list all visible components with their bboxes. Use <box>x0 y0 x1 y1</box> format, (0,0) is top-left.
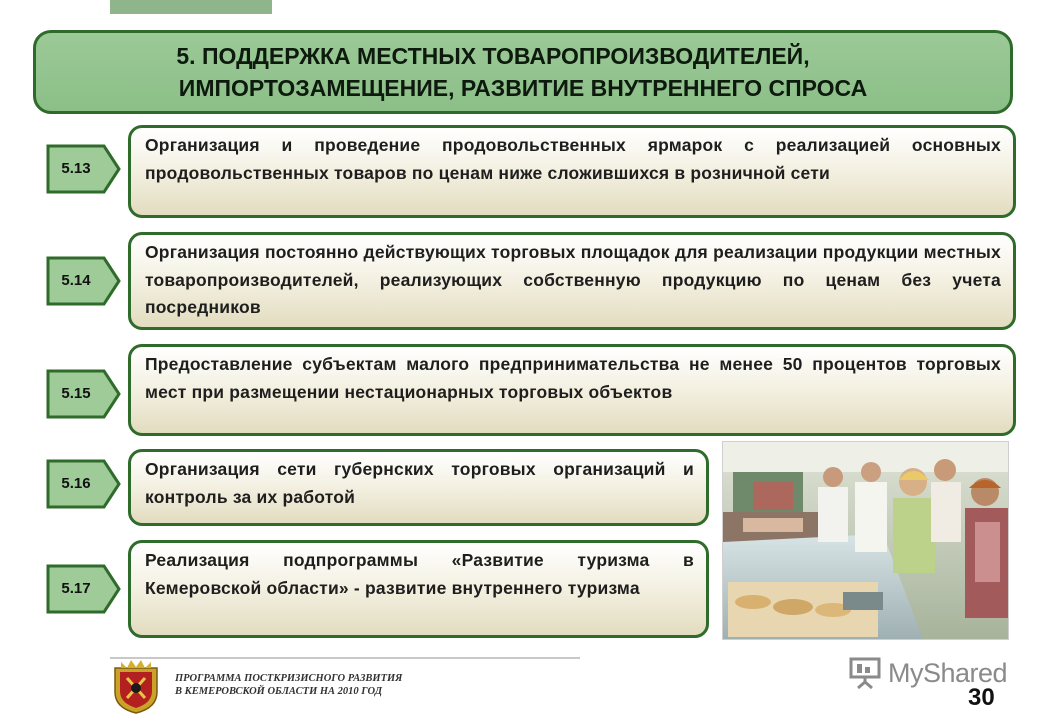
item-number-badge <box>46 459 121 509</box>
item-number-badge <box>46 256 121 306</box>
item-number: 5.13 <box>61 160 91 177</box>
coat-of-arms-icon <box>107 658 165 714</box>
title-line-2: ИМПОРТОЗАМЕЩЕНИЕ, РАЗВИТИЕ ВНУТРЕННЕГО СПРОСА <box>178 75 868 101</box>
item-text: Организация постоянно действующих торговых площадок для реализации продукции местных товаропроизводителей, реализующих собственную продукцию по ценам без учета посредников <box>145 242 1001 317</box>
item-text: Предоставление субъектам малого предпринимательства не менее 50 процентов торговых мест при размещении нестационарных торговых объектов <box>145 354 1001 402</box>
item-number: 5.14 <box>61 272 91 289</box>
title-line-1: 5. ПОДДЕРЖКА МЕСТНЫХ ТОВАРОПРОИЗВОДИТЕЛЕЙ, <box>176 43 810 69</box>
program-caption-line-1: ПРОГРАММА ПОСТКРИЗИСНОГО РАЗВИТИЯ <box>175 673 403 684</box>
item-text: Организация сети губернских торговых организаций и контроль за их работой <box>145 459 694 507</box>
presentation-icon <box>848 656 882 690</box>
item-number: 5.16 <box>61 475 91 492</box>
list-item <box>128 540 709 638</box>
item-number: 5.15 <box>61 385 91 402</box>
top-tab-decoration <box>110 0 272 14</box>
program-caption <box>175 672 402 698</box>
market-photo <box>722 441 1009 640</box>
list-item <box>128 449 709 526</box>
footer-divider <box>110 657 580 659</box>
item-text: Реализация подпрограммы «Развитие туризма в Кемеровской области» - развитие внутреннего туризма <box>145 550 694 598</box>
list-item <box>128 344 1016 436</box>
list-item <box>128 125 1016 218</box>
item-number-badge <box>46 564 121 614</box>
slide-title <box>33 30 1013 114</box>
item-number-badge <box>46 144 121 194</box>
list-item <box>128 232 1016 330</box>
item-number: 5.17 <box>61 580 91 597</box>
program-caption-line-2: В КЕМЕРОВСКОЙ ОБЛАСТИ НА 2010 ГОД <box>175 686 382 697</box>
brand-name: MyShared <box>888 657 1008 688</box>
item-number-badge <box>46 369 121 419</box>
item-text: Организация и проведение продовольственных ярмарок с реализацией основных продовольственных товаров по ценам ниже сложившихся в розничной сети <box>145 135 1001 183</box>
page-number: 30 <box>968 684 995 711</box>
